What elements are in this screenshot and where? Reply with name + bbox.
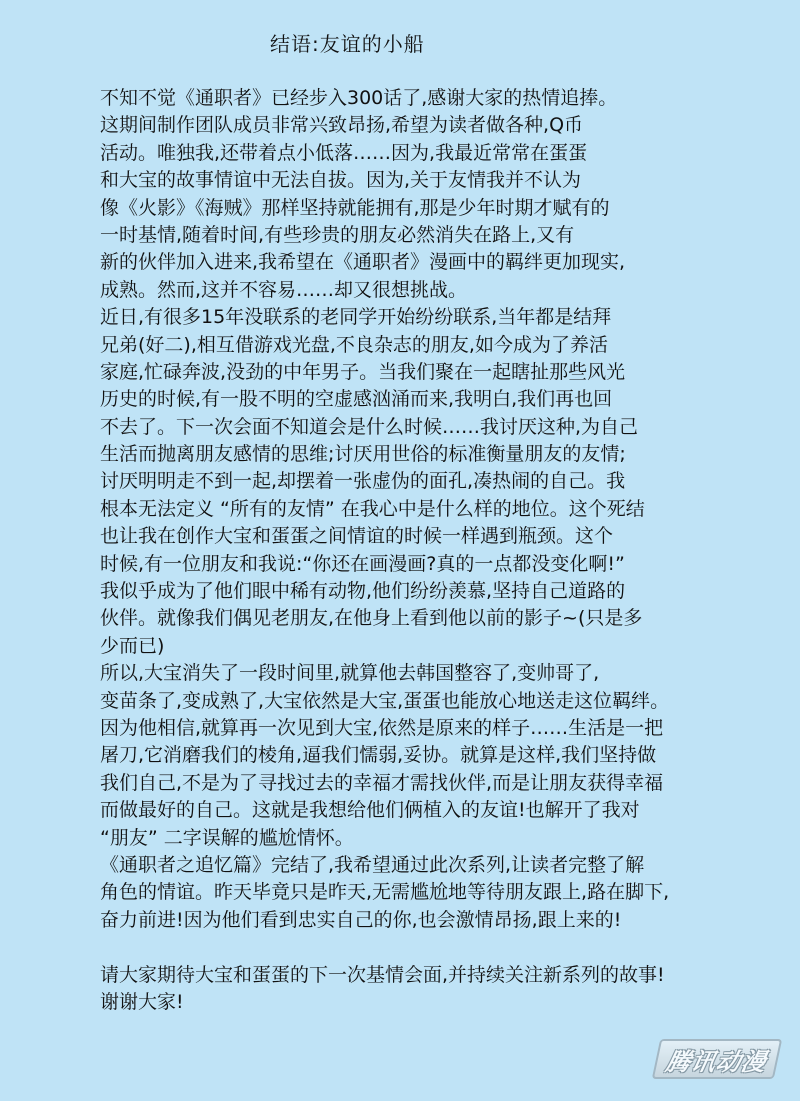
text-line: 这期间制作团队成员非常兴致昂扬,希望为读者做各种,Q币	[100, 114, 584, 137]
text-line: 生活而抛离朋友感情的思维;讨厌用世俗的标准衡量朋友的友情;	[100, 443, 626, 466]
blank-line	[100, 934, 800, 961]
text-line: 和大宝的故事情谊中无法自拔。因为,关于友情我并不认为	[100, 169, 582, 192]
text-line: 讨厌明明走不到一起,却摆着一张虚伪的面孔,凑热闹的自己。我	[100, 470, 626, 493]
text-line: 所以,大宝消失了一段时间里,就算他去韩国整容了,变帅哥了,	[100, 662, 600, 685]
text-line: 我们自己,不是为了寻找过去的幸福才需找伙伴,而是让朋友获得幸福	[100, 771, 664, 794]
text-line: 我似乎成为了他们眼中稀有动物,他们纷纷羡慕,坚持自己道路的	[100, 580, 626, 603]
text-line: 谢谢大家!	[100, 990, 184, 1013]
text-line: 角色的情谊。昨天毕竟只是昨天,无需尴尬地等待朋友跟上,路在脚下,	[100, 881, 670, 904]
text-line: 少而已)	[100, 634, 165, 657]
text-line: 《通职者之追忆篇》完结了,我希望通过此次系列,让读者完整了解	[100, 853, 645, 876]
text-line: 活动。唯独我,还带着点小低落……因为,我最近常常在蛋蛋	[100, 141, 588, 164]
text-line: 历史的时候,有一股不明的空虚感汹涌而来,我明白,我们再也回	[100, 388, 613, 411]
text-line: 而做最好的自己。这就是我想给他们俩植入的友谊!也解开了我对	[100, 799, 640, 822]
text-line: 不知不觉《通职者》已经步入300话了,感谢大家的热情追捧。	[100, 87, 618, 109]
text-line: 伙伴。就像我们偶见老朋友,在他身上看到他以前的影子~(只是多	[100, 607, 643, 630]
text-line: 兄弟(好二),相互借游戏光盘,不良杂志的朋友,如今成为了养活	[100, 333, 608, 356]
watermark-text: 腾讯动漫	[663, 1047, 770, 1076]
afterword-body	[100, 85, 800, 1016]
text-line: 不去了。下一次会面不知道会是什么时候……我讨厌这种,为自己	[100, 415, 639, 438]
text-line: 成熟。然而,这并不容易……却又很想挑战。	[100, 278, 468, 301]
text-line: 根本无法定义 “所有的友情” 在我心中是什么样的地位。这个死结	[100, 497, 645, 520]
text-line: 时候,有一位朋友和我说:“你还在画漫画?真的一点都没变化啊!”	[100, 552, 625, 575]
page-title: 结语:友谊的小船	[270, 32, 425, 56]
text-line: 因为他相信,就算再一次见到大宝,依然是原来的样子……生活是一把	[100, 716, 664, 739]
text-line: 家庭,忙碌奔波,没劲的中年男子。当我们聚在一起瞎扯那些风光	[100, 360, 626, 383]
text-line: 新的伙伴加入进来,我希望在《通职者》漫画中的羁绊更加现实,	[100, 251, 626, 274]
text-line: 近日,有很多15年没联系的老同学开始纷纷联系,当年都是结拜	[100, 306, 612, 329]
text-line: 奋力前进!因为他们看到忠实自己的你,也会激情昂扬,跟上来的!	[100, 908, 622, 931]
text-line: 变苗条了,变成熟了,大宝依然是大宝,蛋蛋也能放心地送走这位羁绊。	[100, 689, 670, 712]
tencent-comics-watermark-logo	[652, 1039, 783, 1079]
text-line: 也让我在创作大宝和蛋蛋之间情谊的时候一样遇到瓶颈。这个	[100, 525, 614, 548]
text-line: 像《火影》《海贼》那样坚持就能拥有,那是少年时期才赋有的	[100, 196, 610, 219]
text-line: 屠刀,它消磨我们的棱角,逼我们懦弱,妥协。就算是这样,我们坚持做	[100, 744, 657, 767]
text-line: “朋友” 二字误解的尴尬情怀。	[100, 826, 354, 849]
text-line: 请大家期待大宝和蛋蛋的下一次基情会面,并持续关注新系列的故事!	[100, 963, 665, 986]
text-line: 一时基情,随着时间,有些珍贵的朋友必然消失在路上,又有	[100, 223, 575, 246]
